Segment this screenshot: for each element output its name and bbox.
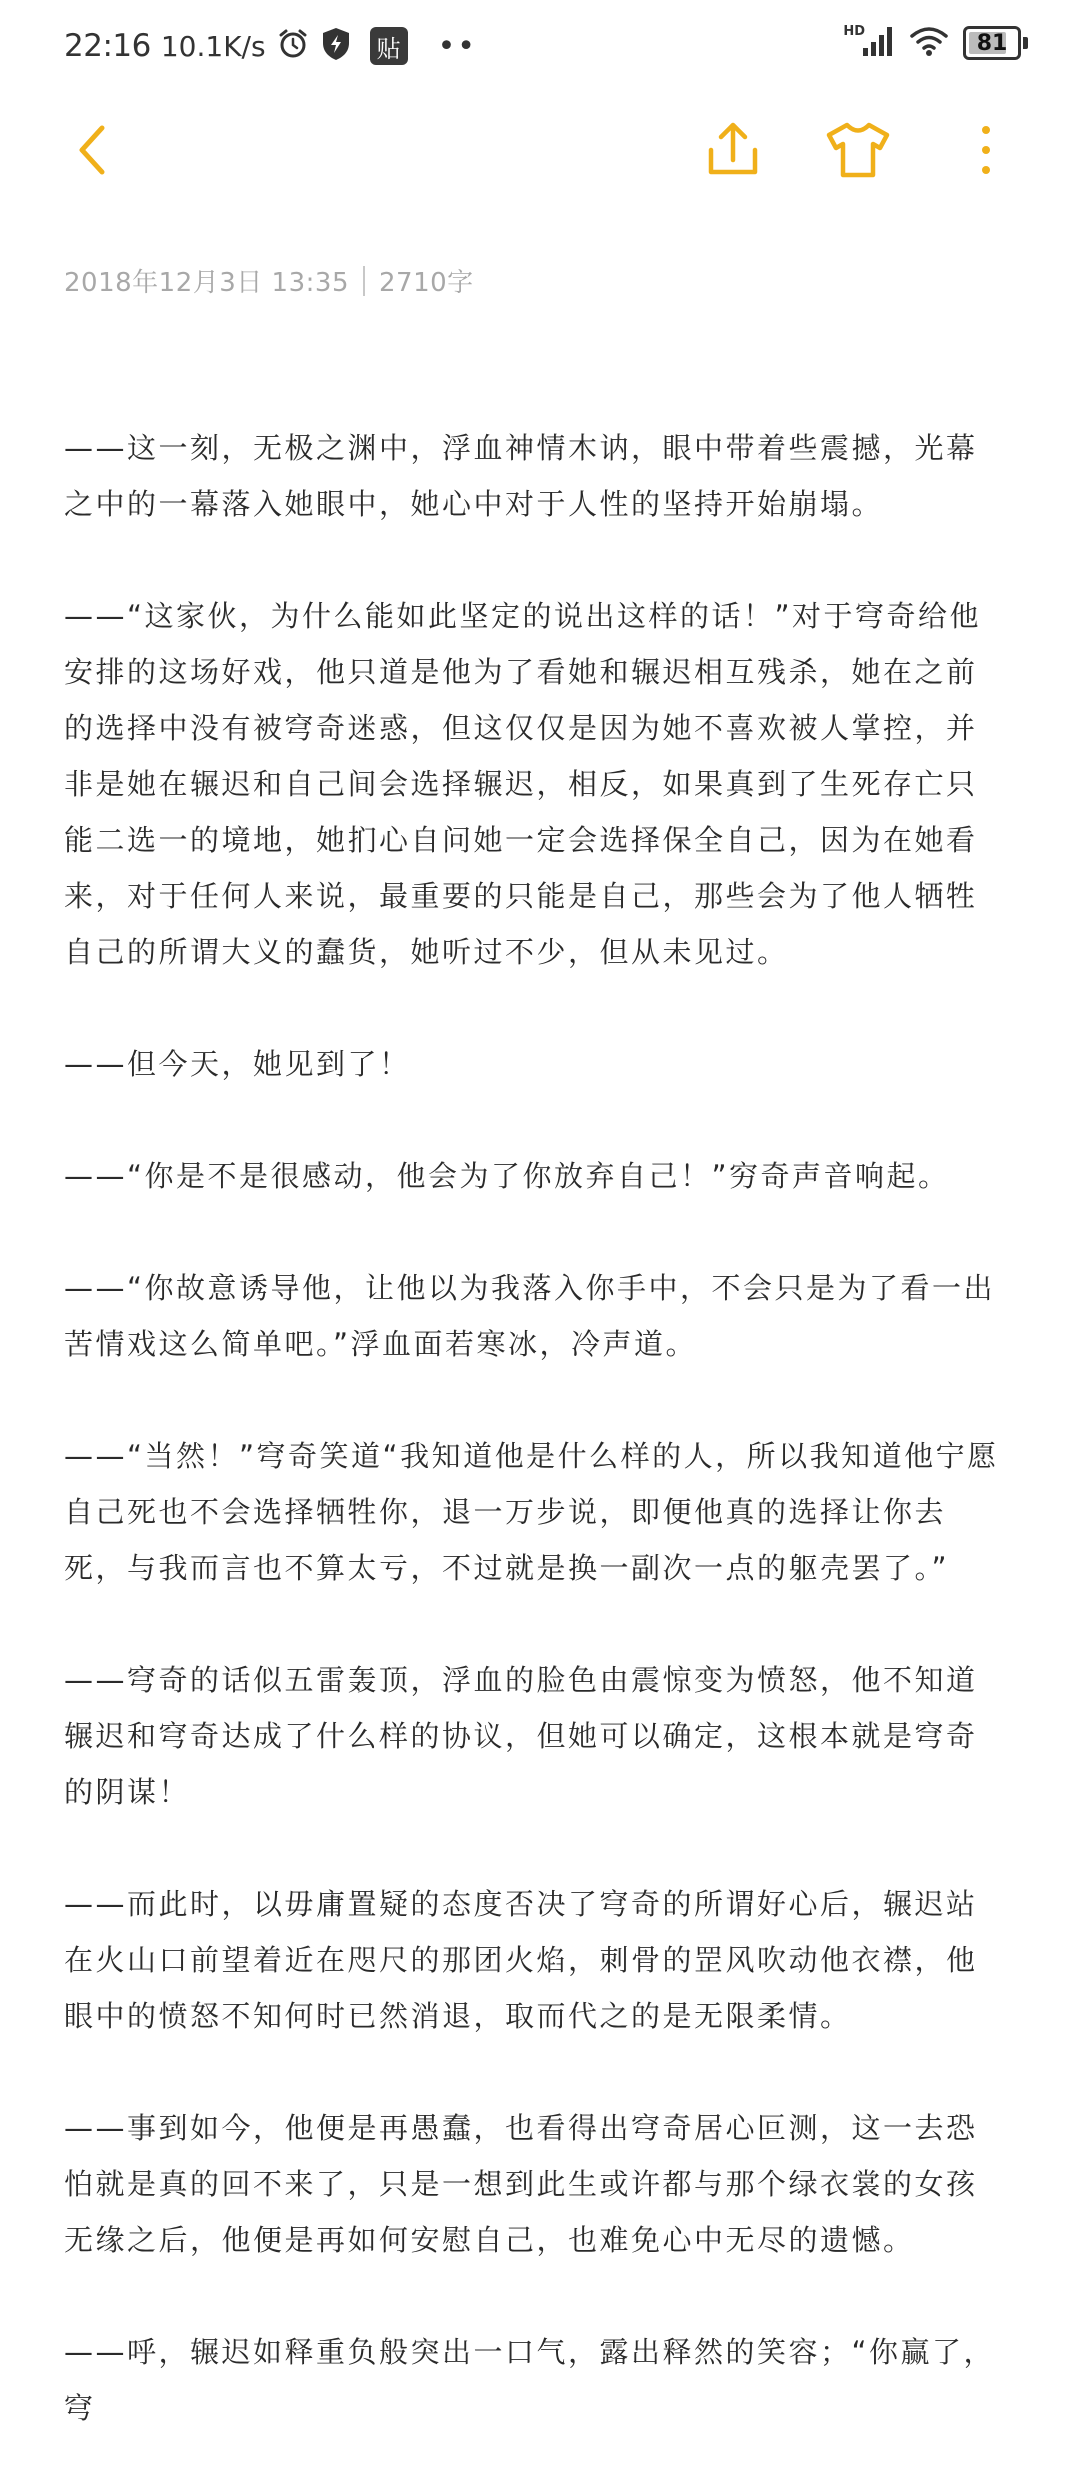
sticker-badge: 贴	[370, 27, 408, 65]
word-count: 2710字	[379, 268, 474, 298]
paragraph: ——“当然！”穹奇笑道“我知道他是什么样的人，所以我知道他宁愿自己死也不会选择牺牲你，退一万步说，即便他真的选择让你去死，与我而言也不算太亏，不过就是换一副次一点的躯壳罢了。”	[64, 1439, 999, 1585]
paragraph: ——但今天，她见到了！	[64, 1047, 411, 1081]
paragraph: ——呼，辗迟如释重负般突出一口气，露出释然的笑容；“你赢了，穹	[64, 2335, 996, 2425]
network-speed: 10.1K/s	[160, 29, 266, 63]
tshirt-icon	[825, 120, 891, 180]
shield-bolt-icon	[320, 26, 352, 66]
paragraph: ——“你是不是很感动，他会为了你放弃自己！”穷奇声音响起。	[64, 1159, 950, 1193]
paragraph: ——“这家伙，为什么能如此坚定的说出这样的话！”对于穹奇给他安排的这场好戏，他只道是他为了看她和辗迟相互残杀，她在之前的选择中没有被穹奇迷惑，但这仅仅是因为她不喜欢被人掌控，并非是她在辗迟和自己间会选择辗迟，相反，如果真到了生死存亡只能二选一的境地，她扪心自问她一定会选择保全自己，因为在她看来，对于任何人来说，最重要的只能是自己，那些会为了他人牺牲自己的所谓大义的蠢货，她听过不少，但从未见过。	[64, 599, 982, 969]
back-button[interactable]	[56, 114, 128, 186]
share-button[interactable]	[697, 114, 769, 186]
battery-indicator	[963, 26, 1021, 60]
battery-tip	[1023, 37, 1028, 49]
theme-button[interactable]	[822, 114, 894, 186]
note-meta	[64, 262, 474, 299]
paragraph: ——这一刻，无极之渊中，浮血神情木讷，眼中带着些震撼，光幕之中的一幕落入她眼中，她心中对于人性的坚持开始崩塌。	[64, 431, 978, 521]
clock: 22:16	[64, 28, 151, 64]
more-button[interactable]	[950, 114, 1022, 186]
alarm-icon	[276, 27, 310, 65]
status-bar-left	[64, 26, 477, 66]
note-body[interactable]	[64, 420, 1004, 2492]
status-bar	[0, 0, 1080, 96]
battery-level: 81	[976, 30, 1008, 56]
note-date: 2018年12月3日 13:35	[64, 268, 349, 298]
status-bar-right	[843, 24, 1028, 62]
hd-label: HD	[843, 23, 865, 39]
notification-dots: ••	[437, 28, 477, 64]
meta-divider	[363, 266, 365, 296]
share-export-icon	[703, 120, 763, 180]
signal-icon	[861, 24, 895, 62]
note-toolbar	[0, 100, 1080, 200]
paragraph: ——而此时，以毋庸置疑的态度否决了穹奇的所谓好心后，辗迟站在火山口前望着近在咫尺的那团火焰，刺骨的罡风吹动他衣襟，他眼中的愤怒不知何时已然消退，取而代之的是无限柔情。	[64, 1887, 978, 2033]
paragraph: ——事到如今，他便是再愚蠢，也看得出穹奇居心叵测，这一去恐怕就是真的回不来了，只是一想到此生或许都与那个绿衣裳的女孩无缘之后，他便是再如何安慰自己，也难免心中无尽的遗憾。	[64, 2111, 978, 2257]
wifi-icon	[909, 24, 949, 62]
paragraph: ——“你故意诱导他，让他以为我落入你手中，不会只是为了看一出苦情戏这么简单吧。”浮血面若寒冰，冷声道。	[64, 1271, 996, 1361]
more-vertical-icon	[976, 122, 996, 178]
chevron-left-icon	[72, 122, 112, 178]
paragraph: ——穹奇的话似五雷轰顶，浮血的脸色由震惊变为愤怒，他不知道辗迟和穹奇达成了什么样的协议，但她可以确定，这根本就是穹奇的阴谋！	[64, 1663, 978, 1809]
